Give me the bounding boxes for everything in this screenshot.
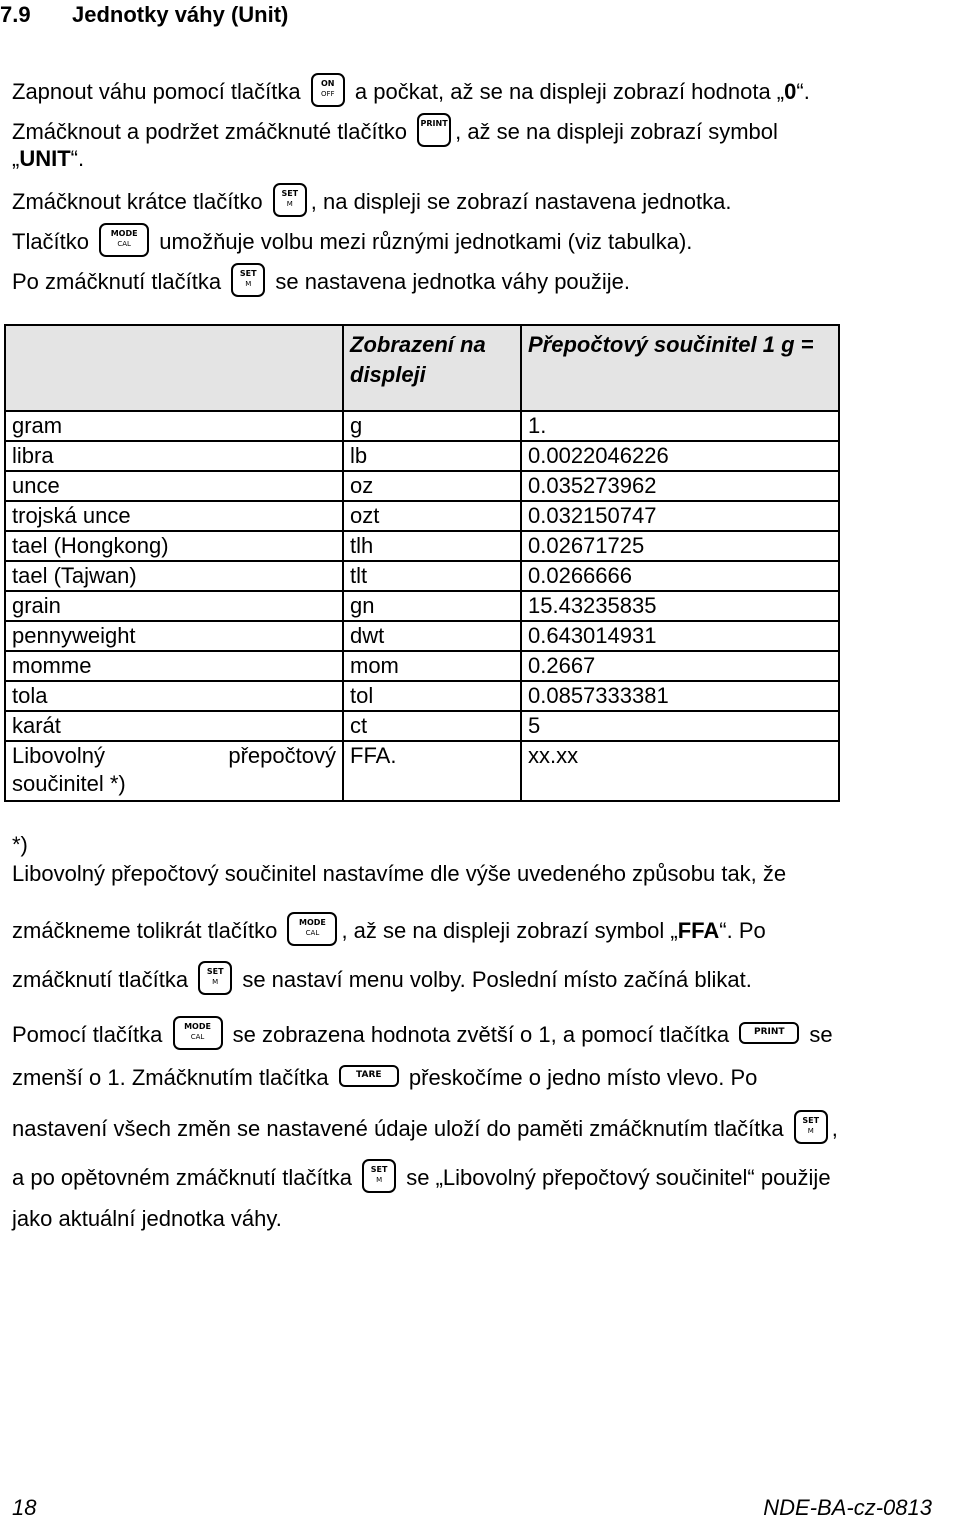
unit-factor: 15.43235835 [521, 591, 839, 621]
mode-key-icon: MODE CAL [173, 1016, 223, 1050]
unit-symbol: tol [343, 681, 521, 711]
table-header-display: Zobrazení na displeji [343, 325, 521, 411]
unit-symbol: FFA. [343, 741, 521, 801]
unit-name: tael (Tajwan) [5, 561, 343, 591]
unit-factor: 0.643014931 [521, 621, 839, 651]
table-row [5, 621, 839, 651]
table-row [5, 651, 839, 681]
mode-key-icon: MODE CAL [99, 223, 149, 257]
section-title: Jednotky váhy (Unit) [72, 2, 289, 27]
unit-name: tael (Hongkong) [5, 531, 343, 561]
on-off-key-icon: ON OFF [311, 73, 345, 107]
unit-factor: 0.0266666 [521, 561, 839, 591]
intro-line-6: Po zmáčknutí tlačítka SET M se nastavena jednotka váhy použije. [12, 266, 630, 300]
note-marker: *) [12, 832, 28, 857]
unit-factor: 0.0857333381 [521, 681, 839, 711]
unit-symbol: tlh [343, 531, 521, 561]
unit-factor: 1. [521, 411, 839, 441]
table-row [5, 561, 839, 591]
note-line-4: Pomocí tlačítka MODE CAL se zobrazena hodnota zvětší o 1, a pomocí tlačítka PRINT se [12, 1019, 833, 1053]
note-line-7: a po opětovném zmáčknutí tlačítka SET M se „Libovolný přepočtový součinitel“ použije [12, 1162, 831, 1196]
unit-symbol: gn [343, 591, 521, 621]
unit-name: tola [5, 681, 343, 711]
note-line-5: zmenší o 1. Zmáčknutím tlačítka TARE přeskočíme o jedno místo vlevo. Po [12, 1065, 758, 1090]
unit-name-custom: Libovolný přepočtový součinitel *) [5, 741, 343, 801]
unit-factor: 0.0022046226 [521, 441, 839, 471]
unit-name: gram [5, 411, 343, 441]
table-row [5, 591, 839, 621]
unit-name: unce [5, 471, 343, 501]
unit-name: grain [5, 591, 343, 621]
table-header-blank [5, 325, 343, 411]
intro-line-2: Zmáčknout a podržet zmáčknuté tlačítko PRINT , až se na displeji zobrazí symbol [12, 116, 778, 150]
section-heading [0, 2, 288, 28]
unit-name: trojská unce [5, 501, 343, 531]
intro-line-4: Zmáčknout krátce tlačítko SET M , na displeji se zobrazí nastavena jednotka. [12, 186, 732, 220]
table-row [5, 711, 839, 741]
table-row [5, 411, 839, 441]
page-number: 18 [12, 1495, 37, 1520]
intro-line-3: „UNIT“. [12, 146, 85, 171]
note-line-3: zmáčknutí tlačítka SET M se nastaví menu volby. Poslední místo začíná blikat. [12, 964, 752, 998]
table-row [5, 531, 839, 561]
print-key-icon: PRINT [417, 113, 451, 147]
set-key-icon: SET M [198, 961, 232, 995]
set-key-icon: SET M [231, 263, 265, 297]
unit-symbol: mom [343, 651, 521, 681]
table-row [5, 501, 839, 531]
unit-factor: 0.035273962 [521, 471, 839, 501]
table-row [5, 441, 839, 471]
intro-line-5: Tlačítko MODE CAL umožňuje volbu mezi různými jednotkami (viz tabulka). [12, 226, 692, 260]
unit-factor: 5 [521, 711, 839, 741]
units-table [4, 324, 840, 802]
intro-line-1: Zapnout váhu pomocí tlačítka ON OFF a počkat, až se na displeji zobrazí hodnota „0“. [12, 76, 810, 110]
table-header-row [5, 325, 839, 411]
note-line-6: nastavení všech změn se nastavené údaje uloží do paměti zmáčknutím tlačítka SET M , [12, 1113, 838, 1147]
note-line-1: Libovolný přepočtový součinitel nastavíme dle výše uvedeného způsobu tak, že [12, 861, 787, 886]
note-line-2: zmáčkneme tolikrát tlačítko MODE CAL , až se na displeji zobrazí symbol „FFA“. Po [12, 915, 766, 949]
unit-name: libra [5, 441, 343, 471]
unit-factor: xx.xx [521, 741, 839, 801]
unit-name: momme [5, 651, 343, 681]
unit-symbol: tlt [343, 561, 521, 591]
unit-symbol: ct [343, 711, 521, 741]
set-key-icon: SET M [362, 1159, 396, 1193]
unit-name: pennyweight [5, 621, 343, 651]
unit-symbol: dwt [343, 621, 521, 651]
unit-factor: 0.032150747 [521, 501, 839, 531]
unit-factor: 0.02671725 [521, 531, 839, 561]
table-row [5, 681, 839, 711]
note-line-8: jako aktuální jednotka váhy. [12, 1206, 282, 1231]
unit-factor: 0.2667 [521, 651, 839, 681]
tare-key-icon: TARE [339, 1065, 399, 1087]
unit-name: karát [5, 711, 343, 741]
unit-symbol: g [343, 411, 521, 441]
print-key-icon: PRINT [739, 1022, 799, 1044]
unit-symbol: oz [343, 471, 521, 501]
document-code: NDE-BA-cz-0813 [763, 1495, 932, 1520]
unit-symbol: lb [343, 441, 521, 471]
set-key-icon: SET M [273, 183, 307, 217]
set-key-icon: SET M [794, 1110, 828, 1144]
section-number: 7.9 [0, 2, 31, 27]
unit-symbol: ozt [343, 501, 521, 531]
table-header-factor: Přepočtový součinitel 1 g = [521, 325, 839, 411]
table-row [5, 471, 839, 501]
mode-key-icon: MODE CAL [287, 912, 337, 946]
table-row-custom [5, 741, 839, 801]
